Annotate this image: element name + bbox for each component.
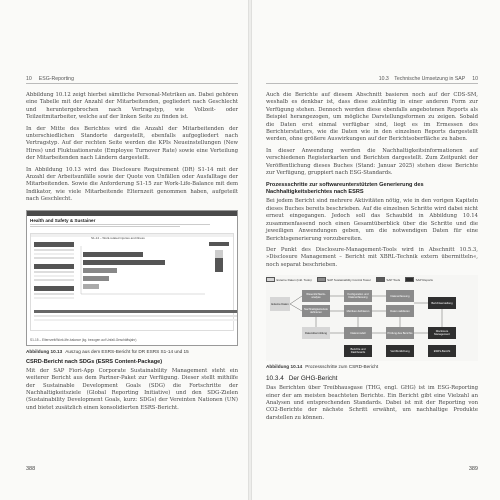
esrs-report-screenshot xyxy=(26,210,238,346)
left-paragraph-4: Mit der SAP Fiori-App Corporate Sustainability Management steht ein weiterer Bericht aus dem Partner-Paket zur Verfügung. Dieser stellt mithilfe der Sustainable Development Goals (SDG) die Fortschritte der Nachhaltigkeitsziele (Global Reporting Initiative) und den SDG-Zielen (Sustainability Development Goals, kurz: SDGs) der Vereinten Nationen (UN) und bietet zusätzlich einen konsolidierten ESRS-Bericht. xyxy=(26,367,238,411)
legend-label: Externe Daten (inkl. Tools) xyxy=(276,277,312,282)
screenshot-bottom-table xyxy=(34,310,238,328)
caption-label: Abbildung 10.14 xyxy=(266,364,303,370)
caption-text: Prozessschritte zum CSRD-Bericht xyxy=(305,364,379,370)
screenshot-text-line xyxy=(30,226,180,227)
diagram-box: Veröffentlichung xyxy=(386,345,414,357)
screenshot-chart-title: S1-14 – Work-related injuries and illness xyxy=(91,235,145,240)
left-header-chapter: 10 xyxy=(26,76,32,82)
diagram-box: Berichtserstellung xyxy=(428,297,456,309)
right-paragraph-3: Bei jedem Bericht sind mehrere Aktivitäten nötig, wie in den vorigen Kapiteln dieses Buches bereits beschrieben. Auf die einzelnen Schritte wird dabei nicht erneut eingegangen. Jedoch soll das Schaubild in Abbildung 10.14 zusammenfassend noch einen Gesamtüberblick über die Schritte und die jeweiligen Anwendungen geben, um die notwendigen Daten für eine Berichtsgenerierung vorzubereiten. xyxy=(266,198,478,242)
left-header-title: ESG-Reporting xyxy=(38,76,74,82)
legend-label: SAP Tools xyxy=(386,277,401,282)
right-paragraph-5: Das Berichten über Treibhausgase (THG, engl. GHG) ist im ESG-Reporting einer der am meisten beachteten Berichte. Ein Bericht gibt eine Vielzahl an Analysen und entsprechenden Standards. Dabei ist mit der Reporting von CO2-Berichte der nächste Schritt erwähnt, um nachhaltige Produkte darstellen zu können. xyxy=(266,385,478,421)
right-header-title: Technische Umsetzung in SAP xyxy=(394,76,466,82)
figure-caption-10-14 xyxy=(266,364,478,369)
diagram-box: Prüfung des Berichts xyxy=(386,327,414,339)
diagram-box: Datenübermittlung xyxy=(302,327,330,339)
page-number-left: 388 xyxy=(26,466,36,472)
process-diagram xyxy=(266,275,478,361)
diagram-box: Externe Daten xyxy=(270,297,290,311)
section-title: Der GHG-Bericht xyxy=(288,375,338,383)
right-header-chapter: 10 xyxy=(472,76,478,82)
section-heading-process: Prozessschritte zur softwareunterstützten Generierung des Nachhaltigkeitsberichtes nach ESRS xyxy=(266,182,424,196)
screenshot-footer: S1-15 – Elternzeit/Work-life-balance (kg. bezogen auf Unfall-Geschäftsjahr) xyxy=(30,337,137,342)
page-number-right: 389 xyxy=(468,466,478,472)
screenshot-text-line xyxy=(30,224,210,225)
diagram-box: Konfiguration und Datenerfassung xyxy=(344,290,372,302)
diagram-box: Datenerfassung xyxy=(386,290,414,302)
diagram-box: Disclosure Management xyxy=(428,327,456,339)
diagram-box: Datenmodell xyxy=(344,327,372,339)
section-heading-ghg xyxy=(266,375,478,382)
right-header-section: 10.3 xyxy=(378,76,389,82)
diagram-box: Metriken definieren xyxy=(344,305,372,317)
right-running-header xyxy=(266,76,478,84)
section-heading-csrd: CSRD-Bericht nach SDGs (ESRS Content-Package) xyxy=(26,358,163,365)
screenshot-card xyxy=(30,233,234,331)
screenshot-title: Health and Safety & Sustainer xyxy=(30,217,96,223)
right-content xyxy=(266,92,478,426)
section-number: 10.3.4 xyxy=(266,375,284,383)
book-gutter xyxy=(248,0,252,500)
legend-label: SAP Sustainability Control Tower xyxy=(327,277,371,282)
screenshot-app-bar xyxy=(27,211,237,216)
screenshot-bar-chart xyxy=(77,242,207,297)
right-paragraph-1: Auch die Berichte auf diesem Abschnitt basieren noch auf der CDS-SM, weshalb es denkbar ist, dass diese zukünftig in einer anderen Form zur Verfügung stehen. Dennoch werden diese ebenfalls angebotenen Reports als Beispiel herangezogen, um mögliche Darstellungsformen zu zeigen. Sobald die Daten erst einmal verfügbar sind, liegt es im Ermessen des Berichterstatters, wie die Daten wie in den einzelnen Reports dargestellt werden, ohne größere Auswirkungen auf der Berichtsoberfläche zu haben. xyxy=(266,92,478,143)
screenshot-kpi-tables xyxy=(34,242,74,320)
left-content xyxy=(26,92,238,416)
diagram-box: Berichte und Dashboards xyxy=(344,345,372,357)
diagram-box: ESRS-Bericht xyxy=(428,345,456,357)
right-page xyxy=(250,0,500,500)
diagram-box: Wesentlichkeitsanalyse xyxy=(302,290,330,302)
right-paragraph-4: Der Punkt des Disclosure-Management-Tools wird in Abschnitt 10.5.3, »Disclosure Management – Bericht mit XBRL-Technik extern übermitteln«, noch separat beschrieben. xyxy=(266,246,478,268)
screenshot-side-widget xyxy=(209,242,229,274)
legend-label: SAP Reports xyxy=(415,277,433,282)
right-paragraph-2: In dieser Anwendung werden die Nachhaltigkeitsinformationen auf verschiedenen Registerkarten und Berichten dargestellt. Zum Zeitpunkt der Veröffentlichung dieses Buches (Stand: Januar 2025) stehen diese Berichte zur Verfügung, gruppiert nach ESG-Standards. xyxy=(266,147,478,177)
diagram-box: Nachhaltigkeitsziele definieren xyxy=(302,305,330,317)
caption-label: Abbildung 10.13 xyxy=(26,348,63,354)
caption-text: Auszug aus dem ESRS-Bericht für DR ESRS S1-14 und 15 xyxy=(65,348,189,354)
left-paragraph-3: In Abbildung 10.13 wird das Disclosure Requirement (DR) S1-14 mit der Anzahl der Arbeitsunfälle sowie der Quote von Unfällen oder Ausfalltage der Mitarbeitenden. Sowie die Anforderung S1-15 zur Work-Life-Balance mit dem Indikator, wie viele Mitarbeitende Elternzeit genommen haben, aufgeteilt nach Geschlecht. xyxy=(26,166,238,203)
figure-caption-10-13 xyxy=(26,349,238,354)
left-paragraph-1: Abbildung 10.12 zeigt hierbei sämtliche Personal-Metriken an. Dabei gehören eine Tabelle mit der Anzahl der Mitarbeitenden, gegliedert nach Geschlecht und heruntergebrochen nach Vertragstyp, wie Vollzeit- oder Teilzeitmitarbeiter, welche auf der linken Seite zu finden ist. xyxy=(26,92,238,121)
diagram-box: Daten validieren xyxy=(386,305,414,317)
left-running-header xyxy=(26,76,238,84)
left-paragraph-2: In der Mitte des Berichtes wird die Anzahl der Mitarbeitenden der unterschiedlichen Standorte dargestellt, ebenfalls aufgegliedert nach Vertragstyp. Auf der rechten Seite werden die KPIs Neueinstellungen (New Hires) und Fluktuationsrate (Employee Turnover Rate) sowie eine Verteilung der Mitarbeitenden nach Ländern dargestellt. xyxy=(26,125,238,162)
